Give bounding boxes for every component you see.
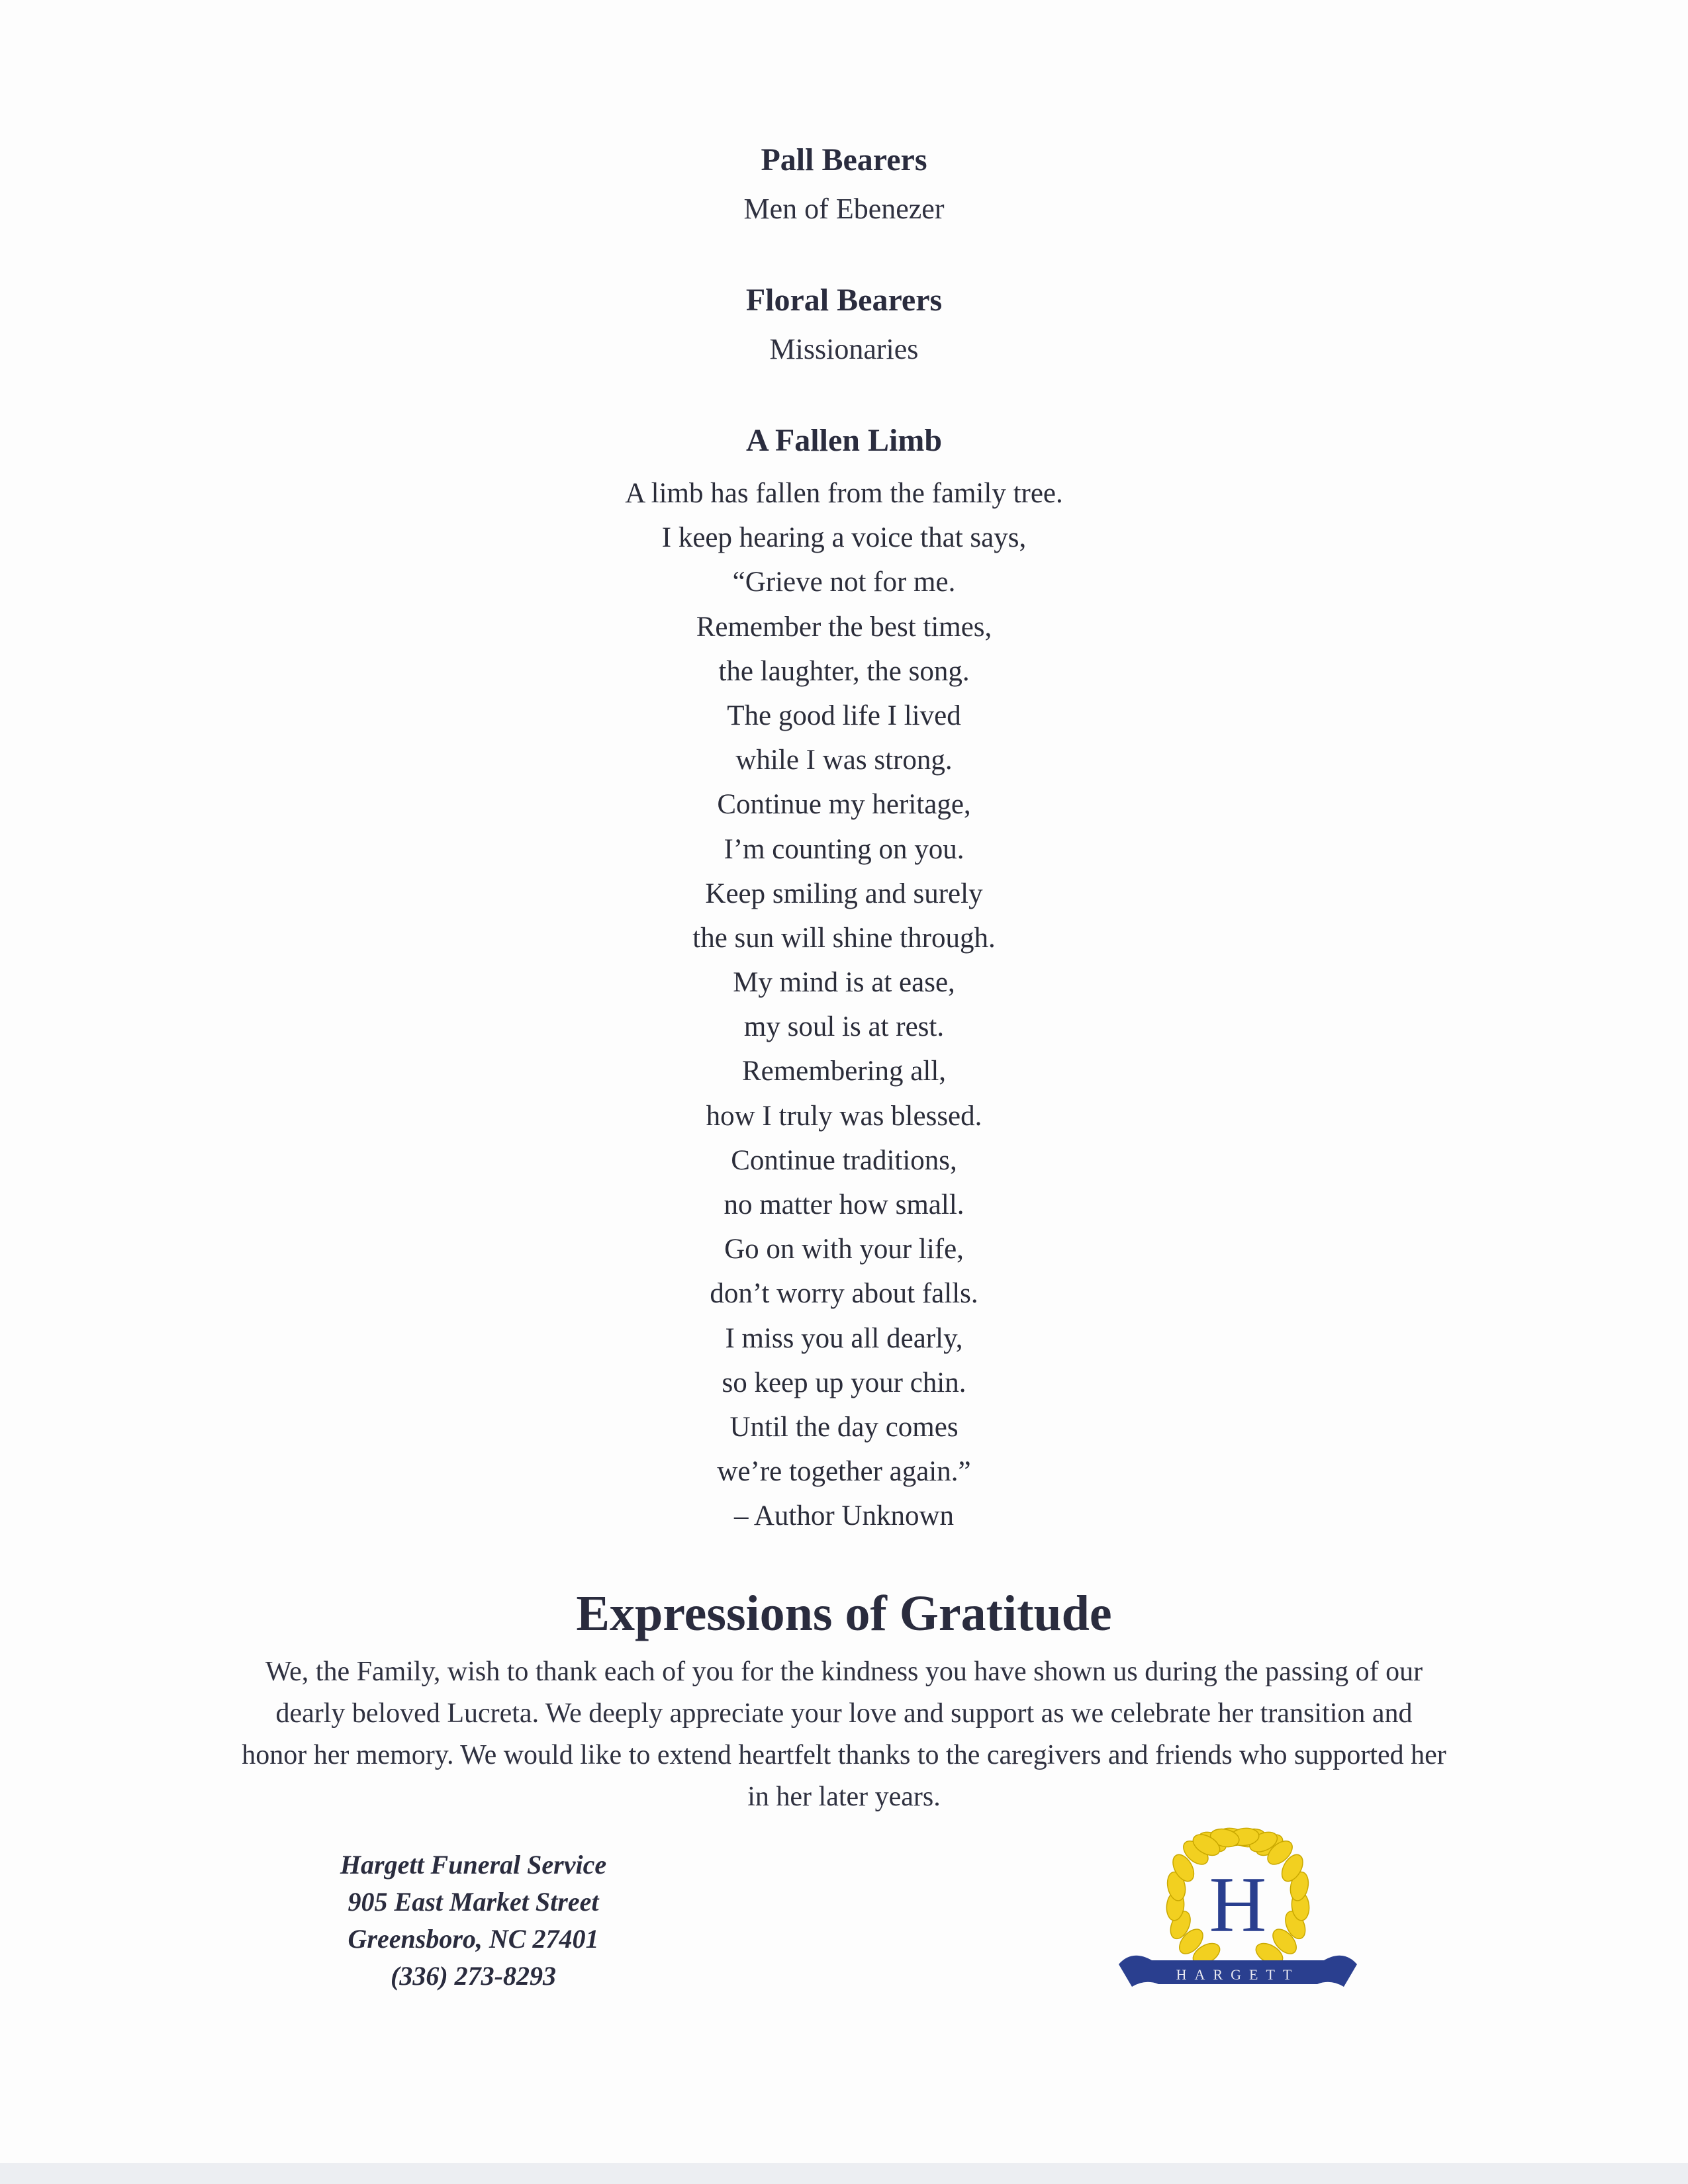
poem-line: A limb has fallen from the family tree. [625, 478, 1063, 509]
funeral-home-address [278, 1846, 669, 1995]
poem-line: the laughter, the song. [718, 655, 970, 687]
poem-line: Continue traditions, [731, 1144, 957, 1176]
scan-bottom-edge [0, 2163, 1688, 2184]
poem-line: “Grieve not for me. [732, 567, 956, 598]
poem-line: I keep hearing a voice that says, [661, 522, 1027, 554]
gratitude-body [185, 1651, 1503, 1818]
poem-line: The good life I lived [727, 700, 961, 731]
poem-line: Go on with your life, [724, 1234, 964, 1265]
poem-line: so keep up your chin. [722, 1367, 966, 1398]
poem-line: the sun will shine through. [692, 922, 996, 954]
poem-line: how I truly was blessed. [706, 1100, 982, 1132]
pall-bearers-value: Men of Ebenezer [743, 193, 945, 225]
floral-bearers-value: Missionaries [769, 333, 919, 365]
poem-line: – Author Unknown [733, 1500, 955, 1532]
funeral-home-phone: (336) 273-8293 [391, 1961, 556, 1991]
poem-line: Until the day comes [729, 1411, 959, 1443]
funeral-home-city: Greensboro, NC 27401 [348, 1924, 599, 1954]
funeral-home-street: 905 East Market Street [348, 1887, 599, 1917]
gratitude-line: honor her memory. We would like to extend heartfelt thanks to the caregivers and friends who supported her [242, 1740, 1446, 1770]
poem-body [0, 471, 1688, 1539]
gratitude-line: in her later years. [747, 1782, 941, 1812]
poem-line: My mind is at ease, [733, 967, 955, 999]
poem-line: Keep smiling and surely [705, 878, 983, 909]
monogram-letter: H [1209, 1860, 1267, 1948]
logo-banner-text: HARGETT [1176, 1966, 1300, 1983]
funeral-home-name: Hargett Funeral Service [340, 1850, 607, 1880]
poem-line: we’re together again.” [717, 1456, 971, 1488]
gratitude-line: We, the Family, wish to thank each of you for the kindness you have shown us during the passing of our [265, 1657, 1423, 1687]
floral-bearers-heading: Floral Bearers [745, 283, 943, 318]
poem-line: Remembering all, [741, 1056, 947, 1087]
gratitude-title: Expressions of Gratitude [576, 1586, 1112, 1641]
poem-line: no matter how small. [724, 1189, 964, 1220]
gratitude-line: dearly beloved Lucreta. We deeply appreciate your love and support as we celebrate her transition and [275, 1698, 1413, 1729]
poem-title: A Fallen Limb [745, 423, 943, 458]
hargett-logo [1105, 1813, 1370, 2019]
poem-line: my soul is at rest. [743, 1011, 945, 1043]
poem-line: while I was strong. [735, 745, 953, 776]
poem-line: don’t worry about falls. [710, 1278, 978, 1310]
poem-line: Continue my heritage, [717, 789, 971, 821]
poem-line: Remember the best times, [696, 611, 992, 643]
poem-line: I miss you all dearly, [725, 1322, 963, 1354]
pall-bearers-heading: Pall Bearers [761, 142, 927, 177]
poem-line: I’m counting on you. [724, 833, 964, 865]
